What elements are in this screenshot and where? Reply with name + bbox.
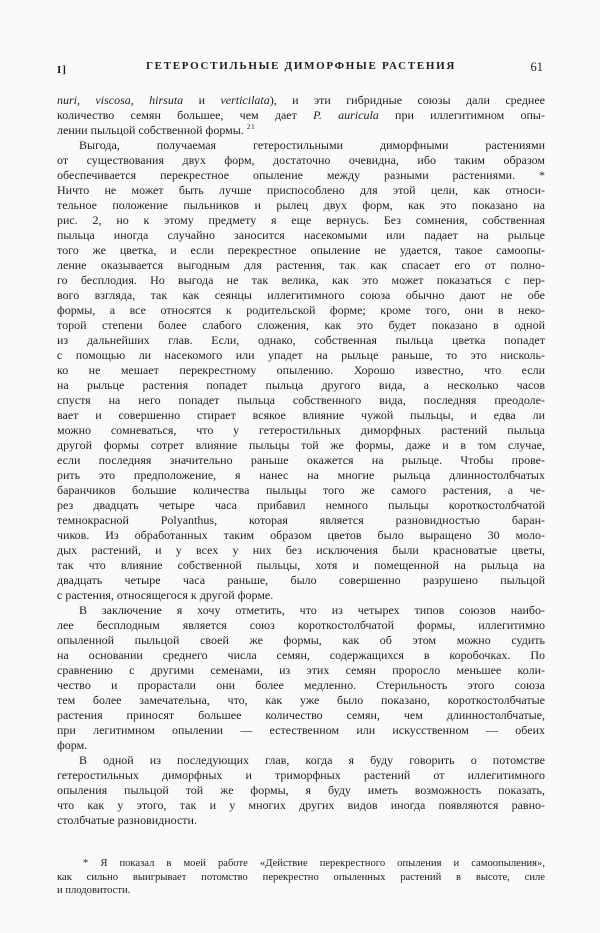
text-line: пыльца иногда случайно заносится насекомыми или падает на рыльце <box>57 228 545 242</box>
text-line: Выгода, получаемая гетеростильными диморфными растениями <box>79 138 545 152</box>
text-line: как сильно выигрывает потомство перекрестно опыленных растений в высоте, силе <box>57 871 545 883</box>
text-line: количество семян большее, чем дает P. auricula при иллегитимном опы- <box>57 108 545 122</box>
text-line: В одной из последующих глав, когда я буду говорить о потомстве <box>79 753 545 767</box>
text-line: Ничто не может быть лучше приспособлено для этой цели, как относи- <box>57 183 545 197</box>
text-line: рис. 2, но к этому предмету я еще вернусь. Без сомнения, собственная <box>57 213 545 227</box>
text-line: можно сомневаться, что у гетеростильных диморфных растений пыльца <box>57 423 545 437</box>
text-line: если последняя значительно раньше окажется на рыльце. Чтобы прове- <box>57 453 545 467</box>
text-line: на рыльце растения попадет пыльца другого вида, а несколько часов <box>57 378 545 392</box>
text-line: вает и совершенно стирает всякое влияние чужой пыльцы, и едва ли <box>57 408 545 422</box>
text-line: торой степени более слабого сложения, как это будет показано в одной <box>57 318 545 332</box>
signature-mark: I] <box>57 64 67 76</box>
body-text <box>57 93 545 828</box>
paragraph <box>57 93 545 138</box>
text-line: чество и прорастали они более медленно. Стерильность этого союза <box>57 678 545 692</box>
text-line: так что влияние собственной пыльцы, хотя и помещенной на рыльца на <box>57 558 545 572</box>
text-line: баранчиков большие количества пыльцы того же самого растения, а че- <box>57 483 545 497</box>
text-line: спустя на него попадет пыльца собственного вида, последняя преодоле- <box>57 393 545 407</box>
text-line: гетеростильных диморфных и триморфных растений от иллегитимного <box>57 768 545 782</box>
chapter-title: ГЕТЕРОСТИЛЬНЫЕ ДИМОРФНЫЕ РАСТЕНИЯ <box>145 60 457 72</box>
text-line: рить это предположение, я нанес на многие рыльца длинностолбчатых <box>57 468 545 482</box>
text-line: другой формы сотрет влияние пыльцы той же формы, даже и в том случае, <box>57 438 545 452</box>
text-line: что как у этого, так и у многих других видов иногда появляются равно- <box>57 798 545 812</box>
text-line: вого взгляда, так как сеянцы иллегитимного союза обычно дают не обе <box>57 288 545 302</box>
text-line: форм. <box>57 738 88 752</box>
text-line: дых растений, и у всех у них без исключения были красноватые цветы, <box>57 543 545 557</box>
text-line: * Я показал в моей работе «Действие перекрестного опыления и самоопыления», <box>83 858 545 869</box>
paragraph <box>57 603 545 753</box>
text-line: растения приносят большее количество семян, чем длинностолбчатые, <box>57 708 545 722</box>
text-line: с растения, относящегося к другой форме. <box>57 588 274 602</box>
text-line: на основании среднего числа семян, содержащихся в коробочках. По <box>57 648 545 662</box>
text-line: тельное положение пыльников и рылец двух форм, как это показано на <box>57 198 545 212</box>
text-line: ление оказывается выгодным для растения, так как спасает его от полно- <box>57 258 545 272</box>
text-line: из дальнейших глав. Если, однако, собственная пыльца цветка попадет <box>57 333 545 347</box>
text-line: того же цветка, и если перекрестное опыление не удается, такое самоопы- <box>57 243 545 257</box>
text-line: сравнению с другими семенами, из этих семян проросло меньшее коли- <box>57 663 545 677</box>
text-line: двадцать четыре часа раньше, было совершенно разрушено пыльцой <box>57 573 545 587</box>
text-line: го бесплодия. Но выгода не так велика, как это может показаться с пер- <box>57 273 545 287</box>
text-line: nuri, viscosa, hirsuta и verticilata), и эти гибридные союзы дали среднее <box>57 93 545 107</box>
page-number: 61 <box>530 60 543 74</box>
running-head <box>57 60 545 76</box>
paragraph <box>57 857 545 898</box>
text-line: столбчатые разновидности. <box>57 813 197 827</box>
text-line: формы, а все относятся к родительской форме; кроме того, они в неко- <box>57 303 545 317</box>
text-line: темнокрасной Polyanthus, которая является разновидностью баран- <box>57 513 545 527</box>
text-line: рез двадцать четыре часа прибавил немного пыльцы короткостолбчатой <box>57 498 545 512</box>
text-line: ко не мешает перекрестному опылению. Хорошо известно, что если <box>57 363 545 377</box>
text-line: лее бесплодным является союз короткостолбчатой формы, иллегитимно <box>57 618 545 632</box>
text-line: от существования двух форм, достаточно очевидна, ибо таким образом <box>57 153 545 167</box>
text-line: с помощью ли насекомого или упадет на рыльце раньше, то это нисколь- <box>57 348 545 362</box>
footnote <box>57 857 545 898</box>
text-line: опыления пыльцой той же формы, я буду иметь возможность показать, <box>57 783 545 797</box>
text-line: чиков. Из обработанных таким образом цветов было выращено 30 моло- <box>57 528 545 542</box>
text-line: В заключение я хочу отметить, что из четырех типов союзов наибо- <box>79 603 545 617</box>
text-line: опыленной пыльцой своей же формы, как об этом можно судить <box>57 633 545 647</box>
text-line: лении пыльцой собственной формы. $^{21}$ <box>57 123 256 137</box>
text-line: обеспечивается перекрестное опыление между разными растениями. * <box>57 168 545 182</box>
text-line: тем более замечательна, что, как уже было показано, короткостолбчатые <box>57 693 545 707</box>
paragraph <box>57 753 545 828</box>
paragraph <box>57 138 545 603</box>
text-line: и плодовитости. <box>57 885 131 896</box>
text-line: при легитимном опылении — естественном или искусственном — обеих <box>57 723 545 737</box>
